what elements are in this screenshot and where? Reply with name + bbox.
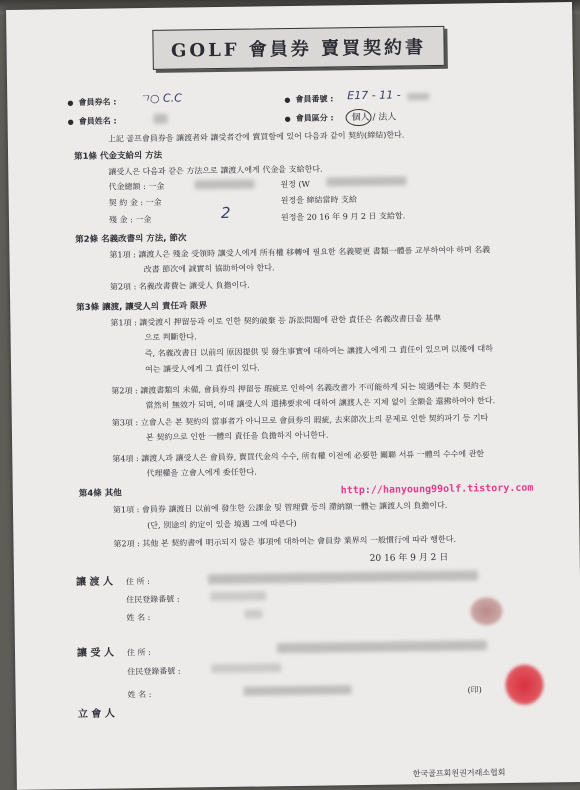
redacted-buyer-address — [277, 640, 487, 653]
redacted-buyer-name — [243, 685, 351, 696]
article-2-clause-1b: 改書 節次에 誠實히 協助하여야 한다. — [143, 263, 275, 275]
article-1-line: 讓受人은 다음과 같은 方法으로 讓渡人에게 代金을 支給한다. — [108, 164, 323, 177]
contract-paper — [6, 2, 580, 790]
seller-address-label: 住 所 : — [125, 577, 150, 587]
article-3-clause-4b: 代理權을 立會人에게 委任한다. — [146, 467, 257, 479]
total-amount-won: 원정 (W — [280, 179, 310, 190]
article-3-clause-1a: 第1項 : 讓受渡시 押留등과 이로 인한 契約破棄 등 訴訟問題에 관한 責任은 名義改書日을 基準 — [110, 313, 442, 328]
article-4-clause-1b: (단, 別途의 約定이 있을 境遇 그에 따른다) — [147, 518, 297, 531]
contract-date: 20 16 年 9 月 2 日 — [369, 552, 449, 564]
article-3-clause-1c: 즉, 名義改書日 以前의 原因提供 및 發生事實에 대하여는 讓渡人에게 그 責任이 있으며 以後에 대하 — [144, 344, 494, 359]
article-2-title: 第2條 名義改書의 方法, 節次 — [75, 233, 187, 246]
seller-name-label: 姓 名 : — [126, 612, 151, 623]
redacted-total-won — [326, 176, 406, 186]
club-name-value: ㄱ○ C.C — [139, 91, 182, 106]
article-1-title: 第1條 代金支給의 方法 — [74, 150, 163, 163]
article-2-clause-2: 第2項 : 名義改書費는 讓受人 負擔이다. — [109, 280, 250, 292]
buyer-address-label: 住 所 : — [126, 647, 151, 658]
balance-value: 2 — [220, 203, 231, 222]
article-4-title: 第4條 其他 — [78, 488, 122, 499]
article-2-clause-1a: 第1項 : 讓渡人은 殘金 受領時 讓受人에게 所有權 移轉에 필요한 名義變更 書類一體를 교부하여야 하며 名義 — [109, 245, 491, 260]
redacted-total — [194, 179, 254, 189]
club-name-label: ● 會員券名 : — [67, 97, 116, 108]
buyer-rrn-label: 住民登錄番號 : — [127, 666, 181, 677]
article-3-clause-3a: 第3項 : 立會人은 본 契約의 當事者가 아니므로 會員券의 瑕疵, 去來節次上의 문제로 인한 契約파기 등 기타 — [111, 413, 489, 428]
selection-circle — [345, 109, 371, 126]
article-4-clause-2: 第2項 : 其他 본 契約書에 明示되지 않은 事項에 대하여는 會員券 業界의 一般慣行에 따라 행한다. — [113, 534, 457, 549]
seller-seal — [470, 597, 502, 625]
seller-rrn-label: 住民登錄番號 : — [126, 594, 180, 605]
redacted-member-name — [153, 114, 167, 124]
intro-text: 上記 골프會員券을 讓渡者와 讓受者간에 賣買함에 있어 다음과 같이 契約(締結)한다. — [107, 130, 405, 144]
member-name-label: ● 會員姓名 : — [68, 116, 117, 127]
redacted-seller-name — [244, 609, 262, 618]
member-number-label: ● 會員番號 : — [284, 94, 333, 105]
redacted-number — [407, 93, 429, 100]
blog-watermark: http://hanyoung99olf.tistory.com — [340, 482, 534, 497]
buyer-name-label: 姓 名 : — [127, 689, 152, 700]
buyer-seal — [505, 665, 544, 706]
redacted-seller-address — [208, 570, 478, 584]
witness-label: 立 會 人 — [77, 708, 115, 721]
article-3-clause-2a: 第2項 : 讓渡書類의 未備, 會員券의 押留등 瑕疵로 인하여 名義改書가 不可能하게 되는 境遇에는 本 契約은 — [111, 381, 487, 396]
member-type-label: ● 會員區分 : — [285, 113, 334, 124]
member-type-value: 個人 / 法人 — [351, 112, 397, 124]
article-3-clause-4a: 第4項 : 讓渡人과 讓受人은 會員券, 賣買代金의 수수, 所有權 이전에 必要한 關聯 서류 一體의 수수에 관한 — [112, 449, 485, 464]
redacted-seller-rrn — [210, 591, 266, 601]
article-3-clause-1d: 여는 讓受人에게 그 責任이 있다. — [144, 363, 260, 375]
article-4-clause-1a: 第1項 : 會員券 讓渡日 以前에 發生한 公課金 및 管理費 등의 滯納額一體는 讓渡人의 負擔이다. — [112, 500, 448, 515]
deposit-label: 契 約 金 : 一金 — [108, 197, 162, 208]
balance-label: 殘 金 : 一金 — [108, 214, 152, 225]
article-3-clause-2b: 當然히 無效가 되며, 이때 讓受人의 還拂要求에 대하여 讓渡人은 지체 없이 全額을 還拂하여야 한다. — [145, 396, 496, 411]
article-3-title: 第3條 讓渡, 讓受人의 責任과 限界 — [76, 301, 208, 314]
buyer-seal-mark: (印) — [467, 685, 482, 695]
total-amount-label: 代金總額 : 一金 — [108, 181, 165, 192]
redacted-buyer-rrn — [211, 663, 281, 673]
buyer-label: 讓 受 人 — [76, 647, 115, 660]
deposit-note: 원정을 締結當時 支給 — [280, 195, 358, 206]
balance-date: 원정을 20 16 年 9 月 2 日 支給함. — [280, 211, 406, 223]
bottom-partial-text: 한국골프회원권거래소협회 — [412, 768, 506, 779]
member-number-value: E17 - 11 - — [347, 88, 401, 103]
document-title: GOLF 會員券 賣買契約書 — [152, 26, 445, 70]
article-3-clause-3b: 본 契約으로 인한 一體의 責任을 負擔하지 아니한다. — [145, 430, 329, 443]
article-3-clause-1b: 으로 判斷한다. — [144, 332, 197, 343]
seller-label: 讓 渡 人 — [75, 576, 114, 589]
